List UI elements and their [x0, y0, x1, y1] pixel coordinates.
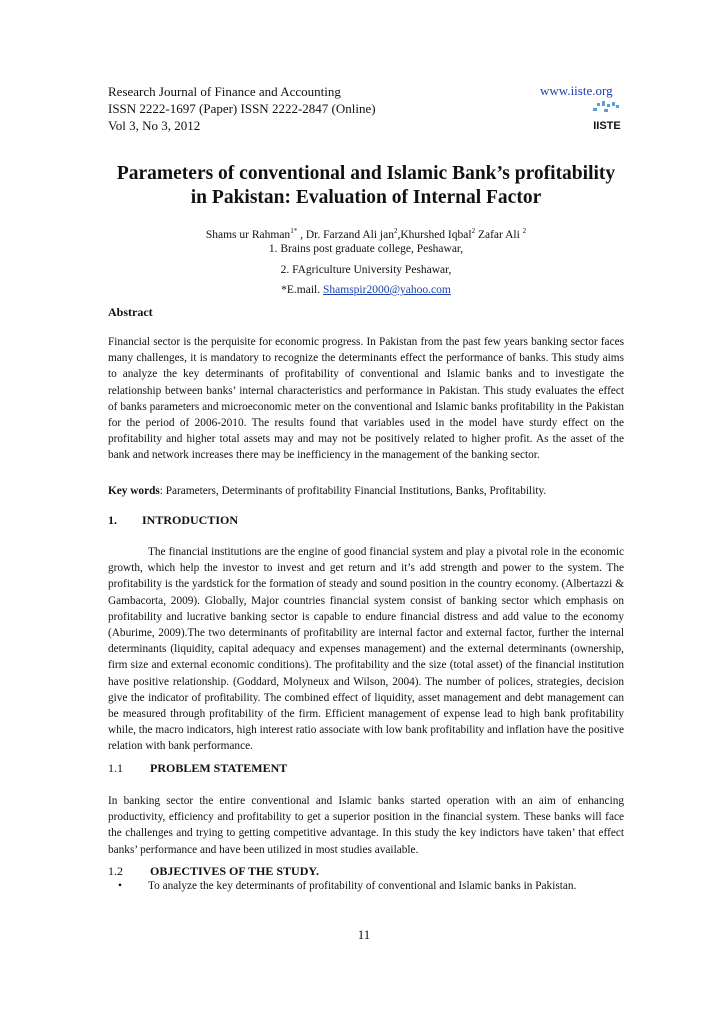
section-title: INTRODUCTION [142, 513, 239, 527]
author-1: Shams ur Rahman [205, 228, 291, 241]
page-number: 11 [357, 927, 371, 942]
journal-volume: Vol 3, No 3, 2012 [108, 118, 201, 133]
email-link[interactable]: Shamspir2000@yahoo.com [323, 284, 451, 296]
email-label: *E.mail. [281, 284, 323, 296]
journal-name: Research Journal of Finance and Accounting [108, 84, 341, 99]
affiliation-1: 1. Brains post graduate college, Peshawar, [268, 243, 464, 255]
affiliation-2: 2. FAgriculture University Peshawar, [280, 264, 452, 276]
subsection-problem-heading [108, 761, 287, 776]
introduction-text: The financial institutions are the engine of good financial system and play a pivotal role in the economic growth, which help the investor to invest and get return and it’s add strength and power to the system. The profitability is the yardstick for the formation of steady and sound position in the country economy. (Albertazzi & Gambacorta, 2009). Globally, Major countries financial system consist of banking sector which emphasis on profitability and lucrative banking sector is capable to endure financial distress and add value to the economy (Aburime, 2009).The two determinants of profitability are internal factor and external factor, further the internal determinants (liquidity, capital adequacy and expenses management) and the external determinants (ownership, firm size and external economic conditions). The profitability and the size (total asset) of the financial institution have positive relationship. (Goddard, Molyneux and Wilson, 2004). The number of polices, strategies, decision give the indicator of profitability. The combined effect of liquidity, asset management and debt management can be measured through profitability of the firm. Efficient management of expense lead to high bank profitability while, the macro indicators, high interest ratio associate with low bank profitability and inflation have the positive relation with bank performance. [108, 546, 624, 753]
author-2: , Dr. Farzand Ali jan [297, 228, 394, 241]
keywords-label: Key words [108, 485, 160, 497]
journal-website-link[interactable]: www.iiste.org [540, 83, 613, 98]
author-1-mark: 1* [290, 227, 298, 235]
keywords-text: : Parameters, Determinants of profitability Financial Institutions, Banks, Profitability. [159, 485, 547, 497]
keywords-line [108, 483, 624, 499]
author-4: Zafar Ali [475, 228, 523, 241]
paper-title: Parameters of conventional and Islamic Bank’s profitability in Pakistan: Evaluation of Internal Factor [116, 163, 616, 208]
author-2-mark: 2 [393, 227, 398, 235]
author-3: ,Khurshed Iqbal [397, 228, 472, 241]
subsection-number: 1.1 [108, 761, 123, 775]
abstract-heading: Abstract [108, 305, 153, 319]
problem-statement-text: In banking sector the entire conventional and Islamic banks started operation with an aim of enhancing productivity, efficiency and profitability to get a superior position in the financial system. These banks will face the challenges and trying to getting competitive advantage. In this study the key indictors have taken’ that effect banks’ performance and have been utilized in most studies available. [108, 795, 624, 856]
subsection-number: 1.2 [108, 864, 123, 878]
bullet-icon: • [118, 880, 122, 892]
objective-text: To analyze the key determinants of profitability of conventional and Islamic banks in Pakistan. [148, 880, 577, 892]
author-4-mark: 2 [522, 227, 527, 235]
author-list [108, 224, 624, 243]
contact-email-line [108, 284, 624, 296]
list-item [118, 880, 624, 892]
subsection-objectives-heading [108, 864, 319, 879]
author-3-mark: 2 [471, 227, 476, 235]
journal-issn: ISSN 2222-1697 (Paper) ISSN 2222-2847 (Online) [108, 101, 376, 116]
iiste-logo-icon [592, 101, 622, 131]
subsection-title: OBJECTIVES OF THE STUDY. [150, 864, 319, 878]
section-introduction-heading [108, 513, 238, 528]
logo-text: IISTE [593, 120, 621, 131]
subsection-title: PROBLEM STATEMENT [150, 761, 288, 775]
abstract-text: Financial sector is the perquisite for economic progress. In Pakistan from the past few years banking sector faces many challenges, it is mandatory to recognize the determinants effect the performance of banks. This study aims to analyze the key determinants of profitability of conventional and Islamic banks and to investigate the relationship between banks’ internal characteristics and performance in Pakistan. This study evaluates the effect of banks parameters and microeconomic meter on the conventional and Islamic banks profitability in the Pakistan for the period of 2006-2010. The results found that variables used in the model have sturdy effect on the profitability and higher total assets may and may not be positively related to higher profit. As the asset of the bank and network increases there may be inefficiency in the management of the banking sector. [108, 336, 624, 462]
section-number: 1. [108, 513, 117, 527]
